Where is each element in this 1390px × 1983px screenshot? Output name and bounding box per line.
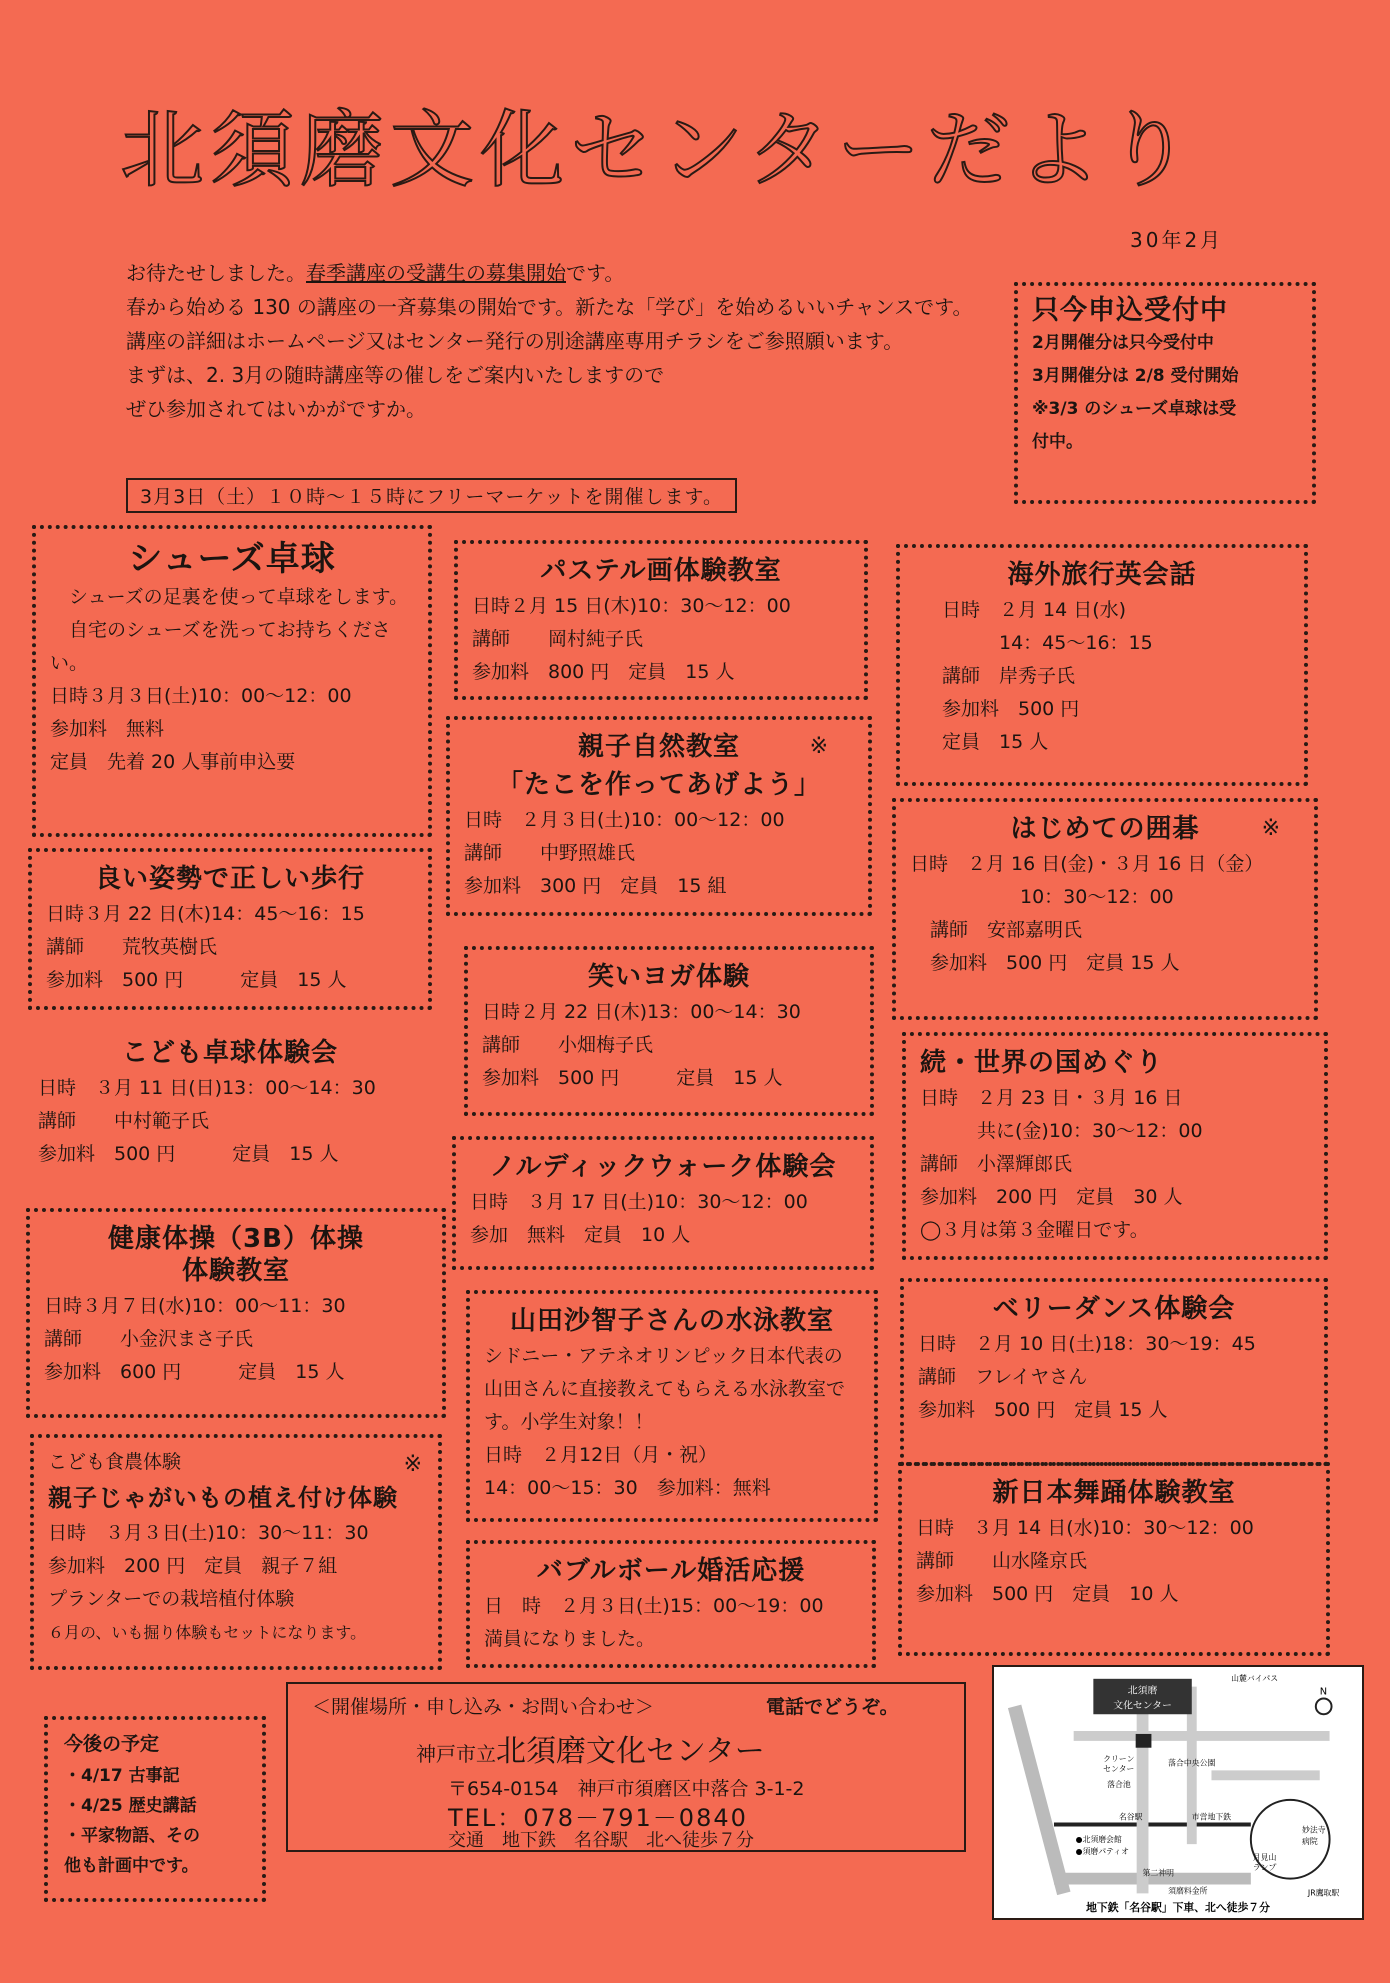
event-teacher: 講師 中野照雄氏	[464, 842, 636, 864]
event-desc: シドニー・アテネオリンピック日本代表の山田さんに直接教えてもらえる水泳教室です。小学生対象！！	[484, 1345, 846, 1433]
event-health-exercise	[26, 1208, 446, 1418]
event-title: 山田沙智子さんの水泳教室	[509, 1306, 834, 1336]
event-bubble-ball	[466, 1540, 876, 1668]
map-label: JR鷹取駅	[1307, 1888, 1340, 1898]
future-plans	[44, 1716, 266, 1902]
event-note: ６月の、いも掘り体験もセットになります。	[48, 1623, 367, 1642]
callout-application	[1014, 282, 1316, 504]
event-title: はじめての囲碁	[1010, 814, 1200, 844]
event-title: 続・世界の国めぐり	[920, 1048, 1164, 1078]
event-date: 日時２月 22 日(木)13：00～14：30	[482, 1001, 801, 1023]
event-fee: 参加料 500 円 定員 15 人	[918, 1399, 1168, 1421]
event-teacher: 講師 小金沢まさ子氏	[44, 1328, 254, 1350]
event-teacher: 講師 安部嘉明氏	[930, 919, 1083, 941]
event-teacher: 講師 岸秀子氏	[942, 665, 1076, 687]
event-fee: 参加料 500 円 定員 15 人	[38, 1143, 339, 1165]
issue-date: 30年2月	[1130, 228, 1224, 252]
contact-org	[416, 1726, 765, 1770]
callout-line: 3月開催分は 2/8 受付開始	[1032, 366, 1239, 386]
event-date: 日時 ２月12日（月・祝）	[484, 1444, 718, 1466]
event-teacher: 講師 フレイヤさん	[918, 1366, 1088, 1388]
event-title: ノルディックウォーク体験会	[489, 1152, 837, 1182]
future-item: ・4/17 古事記	[64, 1766, 180, 1786]
event-note: ◯３月は第３金曜日です。	[920, 1219, 1149, 1241]
map-label: 市営地下鉄	[1191, 1812, 1232, 1822]
event-date: 日時３月 22 日(木)14：45～16：15	[46, 903, 365, 925]
event-english	[896, 544, 1308, 786]
center-marker	[1136, 1734, 1152, 1748]
event-teacher: 講師 中村範子氏	[38, 1110, 210, 1132]
event-date: 日時 ３月 11 日(日)13：00～14：30	[38, 1077, 376, 1099]
event-teacher: 講師 山水隆京氏	[916, 1550, 1088, 1572]
event-fee: 参加料 200 円 定員 30 人	[920, 1186, 1183, 1208]
event-title: バブルボール婚活応援	[536, 1556, 806, 1586]
event-time: 共に(金)10：30～12：00	[920, 1120, 1203, 1142]
future-title: 今後の予定	[64, 1733, 160, 1755]
event-fee: 参加料 500 円	[942, 698, 1080, 720]
event-title: 新日本舞踊体験教室	[992, 1478, 1236, 1508]
map-label: ●北須磨会館	[1075, 1835, 1122, 1845]
contact-tel: TEL：078－791－0840	[448, 1804, 748, 1832]
intro-line1-post: です。	[566, 261, 625, 285]
intro-text	[126, 256, 1006, 426]
event-title: こども卓球体験会	[121, 1038, 338, 1068]
event-title: 親子じゃがいもの植え付け体験	[48, 1484, 398, 1512]
map-label: 落合池	[1107, 1780, 1131, 1790]
event-date: 日時２月 15 日(木)10：30～12：00	[472, 595, 791, 617]
event-go-game	[892, 798, 1318, 1020]
event-teacher: 講師 小畑梅子氏	[482, 1034, 654, 1056]
map-label: 月見山	[1252, 1852, 1277, 1862]
event-fee: 参加料 500 円 定員 10 人	[916, 1583, 1179, 1605]
flea-market-notice: 3月3日（土）１０時～１５時にフリーマーケットを開催します。	[126, 478, 737, 513]
event-date: 日時 ２月３日(土)10：00～12：00	[464, 809, 785, 831]
event-nature-class	[446, 716, 872, 916]
map-label: 文化センター	[1113, 1700, 1172, 1712]
event-title: 良い姿勢で正しい歩行	[94, 864, 365, 894]
contact-header: ＜開催場所・申し込み・お問い合わせ＞	[312, 1696, 655, 1718]
event-note: プランターでの栽培植付体験	[48, 1588, 295, 1610]
event-title: ベリーダンス体験会	[992, 1294, 1236, 1324]
event-date: 日時 ２月 10 日(土)18：30～19：45	[918, 1333, 1256, 1355]
event-teacher: 講師 小澤輝郎氏	[920, 1153, 1073, 1175]
future-item: 他も計画中です。	[64, 1856, 199, 1876]
map-label: センター	[1103, 1764, 1135, 1774]
intro-line1-underline: 春季講座の受講生の募集開始	[306, 261, 566, 285]
event-world-tour	[902, 1032, 1328, 1260]
callout-title: 只今申込受付中	[1032, 295, 1228, 326]
map-label: 病院	[1302, 1837, 1318, 1847]
callout-line: 付中。	[1032, 432, 1083, 452]
event-title-2: 体験教室	[181, 1256, 290, 1286]
event-date: 日時 ２月 16 日(金)・３月 16 日（金）	[910, 853, 1264, 875]
contact-org-prefix: 神戸市立	[416, 1742, 496, 1766]
event-kids-tabletennis	[24, 1026, 436, 1196]
intro-line5: ぜひ参加されてはいかがですか。	[126, 397, 426, 421]
map-label: 第二神明	[1142, 1868, 1175, 1878]
event-title: 親子自然教室	[577, 732, 740, 762]
event-fee: 参加料 500 円 定員 15 人	[930, 952, 1180, 974]
contact-access: 交通 地下鉄 名谷駅 北へ徒歩７分	[448, 1830, 754, 1851]
contact-address: 〒654-0154 神戸市須磨区中落合 3-1-2	[448, 1778, 805, 1800]
event-time: 14：45～16：15	[942, 632, 1153, 654]
map-graphic	[994, 1667, 1362, 1918]
event-japanese-dance	[898, 1462, 1330, 1656]
note-mark: ※	[1261, 816, 1280, 841]
event-nordic-walk	[452, 1136, 874, 1270]
event-laughter-yoga	[464, 946, 874, 1116]
event-title: パステル画体験教室	[540, 556, 782, 586]
event-fee: 参加 無料 定員 10 人	[470, 1224, 691, 1246]
event-teacher: 講師 荒牧英樹氏	[46, 936, 218, 958]
event-date: 日時 ３月 17 日(土)10：30～12：00	[470, 1191, 808, 1213]
callout-line: ※3/3 のシューズ卓球は受	[1032, 399, 1237, 419]
note-mark: ※	[809, 734, 828, 759]
event-title: 海外旅行英会話	[1007, 560, 1197, 590]
contact-org-name: 北須磨文化センター	[496, 1734, 765, 1769]
event-potato-planting	[30, 1434, 442, 1670]
event-shoes-tabletennis	[32, 525, 432, 837]
event-fee: 参加料 500 円 定員 15 人	[482, 1067, 783, 1089]
event-fee: 参加料 200 円 定員 親子７組	[48, 1555, 338, 1577]
access-map	[992, 1665, 1364, 1920]
note-mark: ※	[403, 1452, 422, 1477]
event-time: 10：30～12：00	[1020, 886, 1174, 908]
future-item: ・4/25 歴史講話	[64, 1796, 197, 1816]
event-swimming	[466, 1290, 878, 1522]
map-label: 北須磨	[1127, 1685, 1158, 1697]
event-belly-dance	[900, 1278, 1328, 1466]
event-note: 満員になりました。	[484, 1628, 656, 1650]
event-date: 日時 ２月 14 日(水)	[942, 599, 1127, 621]
event-fee: 参加料 無料	[50, 718, 165, 740]
map-label: N	[1319, 1686, 1328, 1698]
map-caption: 地下鉄「名谷駅」下車、北へ徒歩７分	[1086, 1901, 1270, 1915]
contact-box	[286, 1682, 966, 1852]
intro-line3: 講座の詳細はホームページ又はセンター発行の別途講座専用チラシをご参照願います。	[126, 329, 904, 353]
map-label: 落合中央公園	[1168, 1758, 1216, 1768]
event-subtitle: こども食農体験	[48, 1451, 182, 1473]
intro-line1-pre: お待たせしました。	[126, 261, 306, 285]
map-label: ランプ	[1252, 1862, 1277, 1872]
event-date: 日時 ２月 23 日・３月 16 日	[920, 1087, 1183, 1109]
map-label: 山麓バイパス	[1231, 1673, 1279, 1683]
event-teacher: 講師 岡村純子氏	[472, 628, 644, 650]
event-title: 健康体操（3B）体操	[108, 1224, 364, 1254]
map-label: クリーン	[1103, 1754, 1135, 1764]
map-label: 妙法寺	[1302, 1825, 1326, 1835]
event-fee: 参加料 600 円 定員 15 人	[44, 1361, 345, 1383]
map-label: ●須磨パティオ	[1075, 1847, 1130, 1857]
event-fee: 参加料 500 円 定員 15 人	[46, 969, 347, 991]
event-fee: 参加料 800 円 定員 15 人	[472, 661, 735, 683]
event-pastel	[454, 540, 868, 700]
event-title: シューズ卓球	[128, 539, 336, 579]
event-date: 日 時 ２月３日(土)15：00～19：00	[484, 1595, 824, 1617]
page-title: 北須磨文化センターだより	[120, 101, 1197, 199]
event-date: 日時 ３月３日(土)10：30～11：30	[48, 1522, 369, 1544]
intro-line4: まずは、2. 3月の随時講座等の催しをご案内いたしますので	[126, 363, 665, 387]
future-item: ・平家物語、その	[64, 1826, 200, 1846]
event-date: 日時 ３月 14 日(水)10：30～12：00	[916, 1517, 1254, 1539]
contact-phone-note: 電話でどうぞ。	[766, 1696, 899, 1718]
event-title-2: 「たこを作ってあげよう」	[496, 770, 821, 800]
map-label: 名谷駅	[1118, 1812, 1143, 1822]
event-title: 笑いヨガ体験	[587, 962, 750, 992]
event-capacity: 定員 先着 20 人事前申込要	[50, 751, 296, 773]
intro-line2: 春から始める 130 の講座の一斉募集の開始です。新たな「学び」を始めるいいチャンスです。	[126, 295, 973, 319]
event-date: 日時３月３日(土)10：00～12：00	[50, 685, 352, 707]
event-capacity: 定員 15 人	[942, 731, 1049, 753]
map-label: 須磨料金所	[1168, 1886, 1208, 1896]
callout-line: 2月開催分は只今受付中	[1032, 333, 1214, 353]
event-date: 日時３月７日(水)10：00～11：30	[44, 1295, 346, 1317]
event-fee: 参加料 300 円 定員 15 組	[464, 875, 727, 897]
event-desc: 自宅のシューズを洗ってお持ちください。	[50, 619, 391, 674]
event-desc: シューズの足裏を使って卓球をします。	[50, 586, 409, 608]
event-time: 14：00～15：30 参加料：無料	[484, 1477, 771, 1499]
event-posture-walking	[28, 848, 432, 1010]
